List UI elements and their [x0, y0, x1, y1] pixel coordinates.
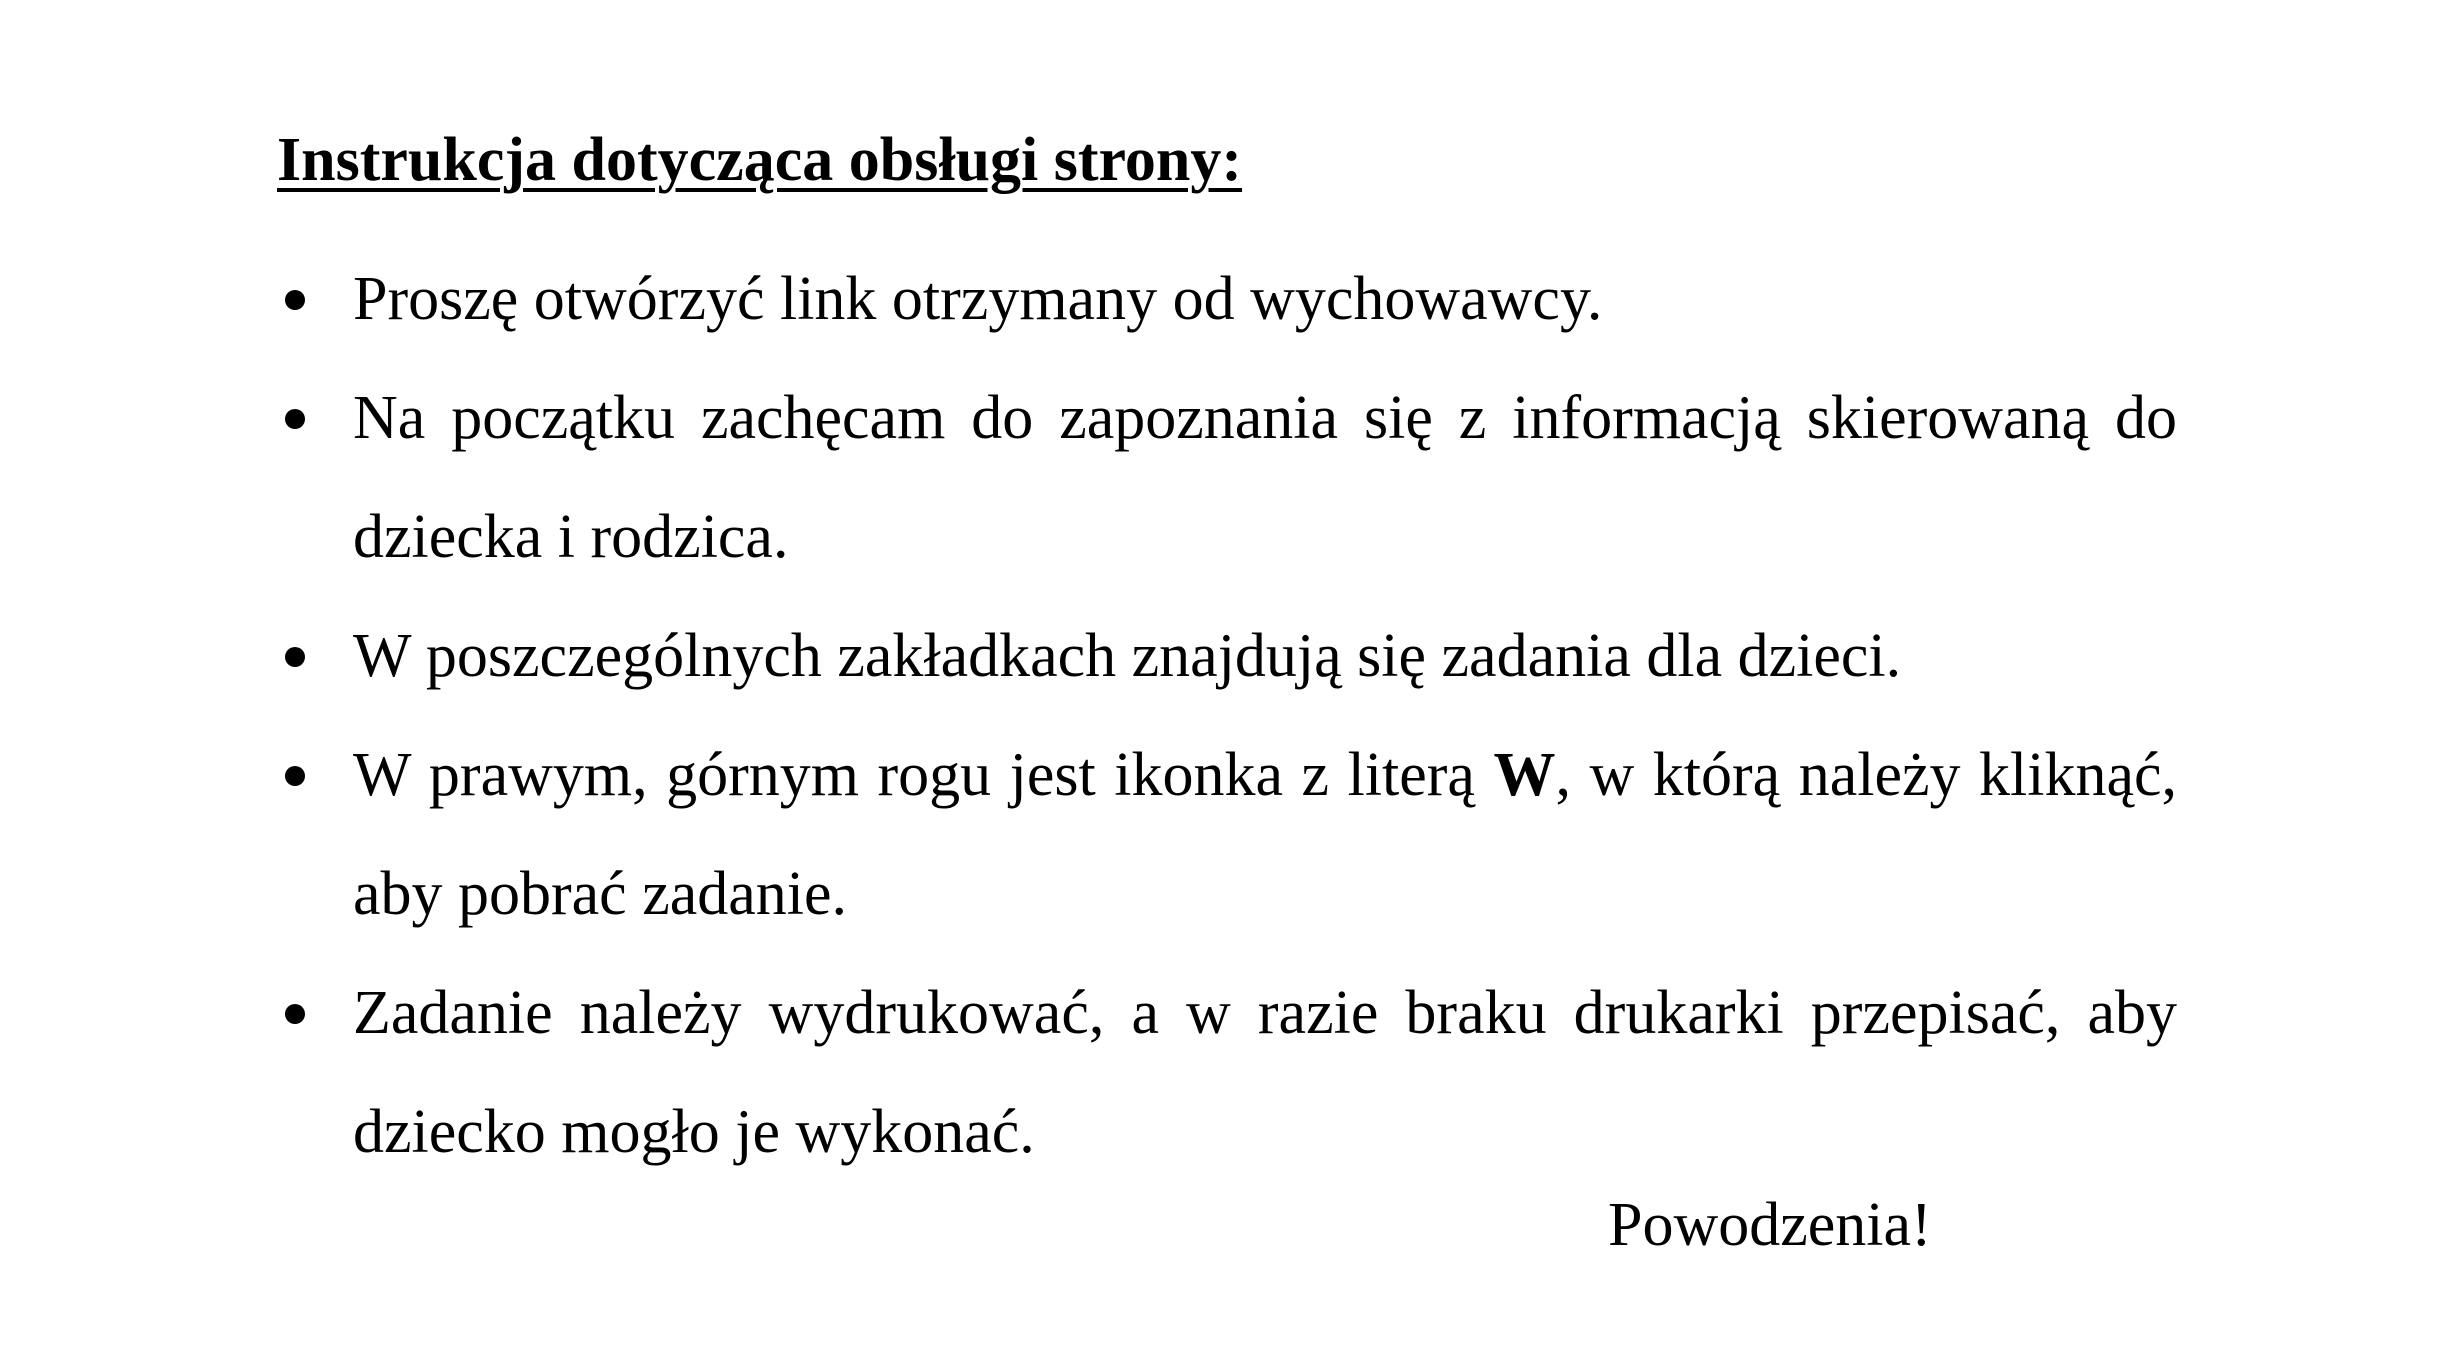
list-item-text: W poszczególnych zakładkach znajdują się zadania dla dzieci.: [353, 622, 1902, 690]
bullet-icon: [285, 1004, 305, 1024]
list-item: [277, 240, 2177, 359]
bullet-icon: [285, 647, 305, 667]
bold-letter-w: W: [1493, 741, 1556, 809]
list-item: [277, 597, 2177, 716]
list-item-text-start: W prawym, górnym rogu jest ikonka z literą: [353, 741, 1494, 809]
bullet-icon: [285, 766, 305, 786]
list-item-text-end: , w którą należy kliknąć, aby pobrać zadanie.: [353, 741, 2178, 928]
list-item-text: Na początku zachęcam do zapoznania się z informacją skierowaną do dziecka i rodzica.: [353, 384, 2177, 571]
bullet-icon: [285, 290, 305, 310]
document-heading: Instrukcja dotycząca obsługi strony:: [277, 126, 1243, 194]
list-item: [277, 359, 2177, 597]
closing-text: Powodzenia!: [1608, 1191, 1932, 1259]
list-item-text: Zadanie należy wydrukować, a w razie braku drukarki przepisać, aby dziecko mogło je wykonać.: [353, 979, 2177, 1166]
instruction-list: [277, 240, 2177, 1192]
list-item: [277, 716, 2177, 954]
bullet-icon: [285, 409, 305, 429]
list-item: [277, 954, 2177, 1192]
list-item-text: Proszę otwórzyć link otrzymany od wychowawcy.: [353, 265, 1603, 333]
